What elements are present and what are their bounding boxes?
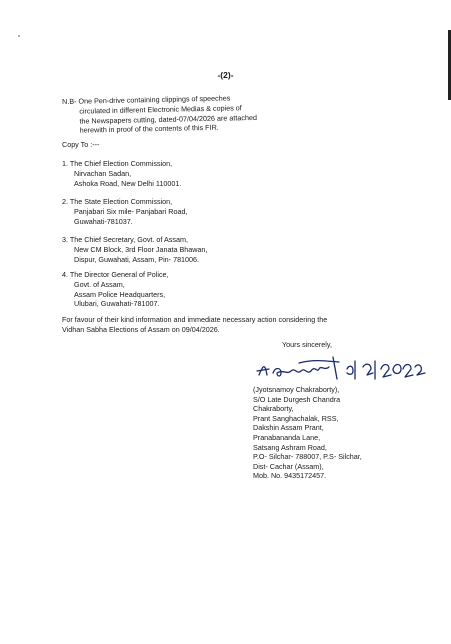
recipient-line: Guwahati-781037.	[74, 216, 133, 226]
sender-line: Dakshin Assam Prant,	[253, 423, 324, 433]
recipient-line: Ulubari, Guwahati-781007.	[74, 299, 160, 309]
sender-line: Pranabananda Lane,	[253, 432, 321, 442]
scan-speck	[18, 35, 20, 37]
page-number: -(2)-	[217, 70, 234, 80]
sender-line: Prant Sanghachalak, RSS,	[253, 413, 339, 423]
recipient-line: Govt. of Assam,	[74, 279, 125, 289]
sender-line: Chakraborty,	[253, 404, 294, 414]
nb-line: the Newspapers cutting, dated-07/04/2026 are attached	[79, 112, 257, 126]
recipient-line: 1. The Chief Election Commission,	[62, 159, 173, 168]
nb-note	[62, 91, 363, 136]
sender-line: S/O Late Durgesh Chandra	[253, 394, 341, 404]
sender-line: P.O- Silchar- 788007, P.S- Silchar,	[253, 452, 362, 462]
recipient-line: Assam Police Headquarters,	[74, 289, 166, 299]
sender-line: Dist- Cachar (Assam),	[253, 461, 324, 471]
nb-line: N.B- One Pen-drive containing clippings of speeches	[62, 93, 231, 106]
recipient-2	[62, 197, 402, 226]
sender-line: Satsang Ashram Road,	[253, 442, 327, 452]
sender-line: Mob. No. 9435172457.	[253, 471, 327, 481]
recipient-line: 3. The Chief Secretary, Govt. of Assam,	[62, 235, 188, 244]
nb-line: circulated in different Electronic Medias & copies of	[79, 103, 242, 116]
sender-address	[253, 385, 443, 481]
favour-line: For favour of their kind information and immediate necessary action considering the	[62, 315, 328, 324]
copy-to-heading: Copy To :---	[62, 140, 100, 149]
nb-line: herewith in proof of the contents of this FIR.	[79, 123, 219, 136]
recipient-line: Panjabari Six mile- Panjabari Road,	[74, 206, 188, 216]
recipient-3	[62, 235, 402, 264]
favour-line: Vidhan Sabha Elections of Assam on 09/04/2026.	[62, 324, 220, 334]
sender-line: (Jyotsnamoy Chakraborty),	[253, 385, 340, 394]
recipient-line: Nirvachan Sadan,	[74, 168, 132, 178]
closing-salutation: Yours sincerely,	[282, 340, 332, 349]
favour-paragraph	[62, 315, 402, 335]
recipient-line: Ashoka Road, New Delhi 110001.	[74, 178, 182, 188]
recipient-line: 4. The Director General of Police,	[62, 270, 169, 279]
handwritten-signature	[253, 353, 433, 383]
recipient-line: Dispur, Guwahati, Assam, Pin- 781006.	[74, 254, 200, 264]
recipient-4	[62, 270, 402, 309]
recipient-1	[62, 159, 402, 188]
recipient-line: 2. The State Election Commission,	[62, 197, 173, 206]
recipient-line: New CM Block, 3rd Floor Janata Bhawan,	[74, 244, 208, 254]
